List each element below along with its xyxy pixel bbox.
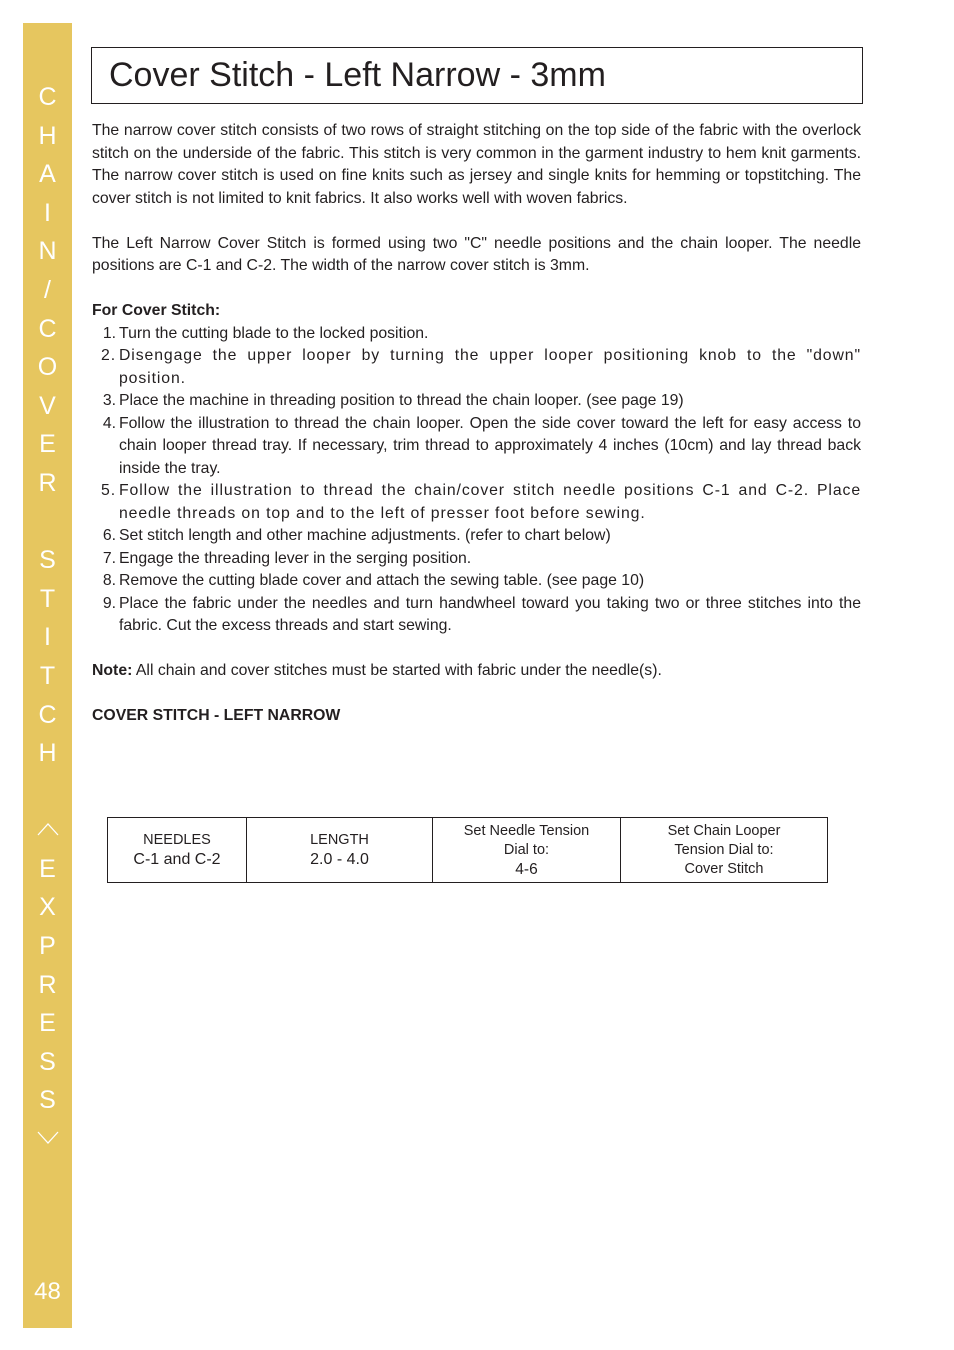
table-heading: COVER STITCH - LEFT NARROW — [92, 707, 341, 724]
title-box — [91, 47, 863, 104]
page-number: 48 — [34, 1278, 61, 1305]
step-number: 6. — [102, 527, 116, 544]
step-number: 2. — [101, 347, 116, 364]
step-text: Follow the illustration to thread the chain looper. Open the side cover toward the left for easy access to chain looper thread tray. If necessary, trim thread to approximately 4 inches (10cm) and lay thread back inside the tray. — [119, 414, 861, 477]
list-item — [92, 548, 861, 571]
side-letter: R — [38, 468, 57, 497]
step-number: 4. — [102, 414, 116, 432]
list-item — [92, 480, 861, 525]
looper-tension-cell — [621, 818, 828, 883]
length-label: LENGTH — [310, 832, 369, 848]
needle-tension-cell — [433, 818, 621, 883]
side-letter: O — [37, 353, 58, 382]
side-letter: X — [39, 893, 56, 922]
step-number: 1. — [102, 324, 116, 342]
step-text: Follow the illustration to thread the chain/cover stitch needle positions C-1 and C-2. Place needle threads on top and to the left of presser foot before sewing. — [119, 482, 861, 522]
step-text: Place the fabric under the needles and turn handwheel toward you taking two or three stitches into the fabric. Cut the excess threads and start sewing. — [119, 594, 861, 634]
note — [92, 660, 861, 683]
list-item — [92, 570, 861, 593]
needle-tension-label-2: Dial to: — [503, 841, 550, 858]
looper-tension-label-1: Set Chain Looper — [667, 822, 781, 839]
chapter-tab-letters — [23, 78, 72, 1159]
side-band — [23, 23, 72, 1328]
settings-table — [107, 817, 828, 883]
side-letter: H — [38, 121, 57, 150]
list-item — [92, 413, 861, 481]
note-text: All chain and cover stitches must be started with fabric under the needle(s). — [132, 662, 662, 679]
chevron-up-icon — [37, 811, 59, 850]
needle-tension-value: 4-6 — [515, 860, 538, 878]
step-text: Set stitch length and other machine adjustments. (refer to chart below) — [119, 527, 611, 544]
side-letter: C — [38, 700, 57, 729]
needles-value: C-1 and C-2 — [133, 851, 221, 868]
step-number: 3. — [102, 392, 116, 409]
looper-tension-value: Cover Stitch — [684, 860, 764, 877]
step-number: 5. — [101, 482, 116, 499]
side-letter: R — [38, 970, 57, 999]
side-letter: E — [39, 1009, 56, 1038]
side-letter: S — [39, 1086, 56, 1115]
side-letter: / — [44, 275, 51, 304]
side-letter: A — [39, 160, 56, 189]
side-letter: I — [44, 198, 51, 227]
side-letter: C — [38, 314, 57, 343]
chevron-down-icon — [37, 1120, 59, 1159]
length-cell — [247, 818, 433, 883]
side-letter: I — [44, 623, 51, 652]
list-item — [92, 323, 861, 346]
length-value: 2.0 - 4.0 — [310, 851, 369, 868]
steps-heading: For Cover Stitch: — [92, 302, 221, 319]
step-text: Place the machine in threading position to thread the chain looper. (see page 19) — [119, 392, 684, 409]
table-row — [108, 818, 828, 883]
list-item — [92, 525, 861, 548]
main-content — [92, 120, 861, 728]
side-letter: T — [39, 661, 56, 690]
side-letter: P — [39, 932, 56, 961]
side-letter: T — [39, 584, 56, 613]
side-letter: V — [39, 391, 56, 420]
side-letter: N — [38, 237, 57, 266]
side-letter: E — [39, 854, 56, 883]
step-text: Disengage the upper looper by turning the upper looper positioning knob to the "down" position. — [119, 347, 861, 387]
step-number: 8. — [102, 572, 116, 589]
needle-tension-label-1: Set Needle Tension — [463, 822, 590, 839]
page-title: Cover Stitch - Left Narrow - 3mm — [109, 56, 606, 94]
needles-label: NEEDLES — [143, 832, 211, 848]
step-text: Turn the cutting blade to the locked position. — [119, 324, 429, 342]
step-number: 9. — [102, 594, 116, 612]
needles-cell — [108, 818, 247, 883]
formation-paragraph: The Left Narrow Cover Stitch is formed using two "C" needle positions and the chain looper. The needle positions are C-1 and C-2. The width of the narrow cover stitch is 3mm. — [92, 234, 861, 274]
list-item — [92, 593, 861, 638]
side-letter: S — [39, 546, 56, 575]
step-number: 7. — [102, 549, 116, 567]
note-label: Note: — [92, 662, 133, 679]
list-item — [92, 390, 861, 413]
side-letter: S — [39, 1047, 56, 1076]
steps-list — [92, 323, 861, 638]
step-text: Engage the threading lever in the serging position. — [119, 549, 472, 567]
list-item — [92, 345, 861, 390]
side-letter: E — [39, 430, 56, 459]
intro-paragraph: The narrow cover stitch consists of two rows of straight stitching on the top side of the fabric with the overlock stitch on the underside of the fabric. This stitch is very common in the garment industry to hem knit garments. The narrow cover stitch is used on fine knits such as jersey and single knits for hemming or topstitching. The cover stitch is not limited to knit fabrics. It also works well with woven fabrics. — [92, 122, 861, 207]
side-letter: H — [38, 739, 57, 768]
step-text: Remove the cutting blade cover and attach the sewing table. (see page 10) — [119, 572, 645, 589]
side-letter: C — [38, 83, 57, 111]
looper-tension-label-2: Tension Dial to: — [674, 841, 774, 858]
